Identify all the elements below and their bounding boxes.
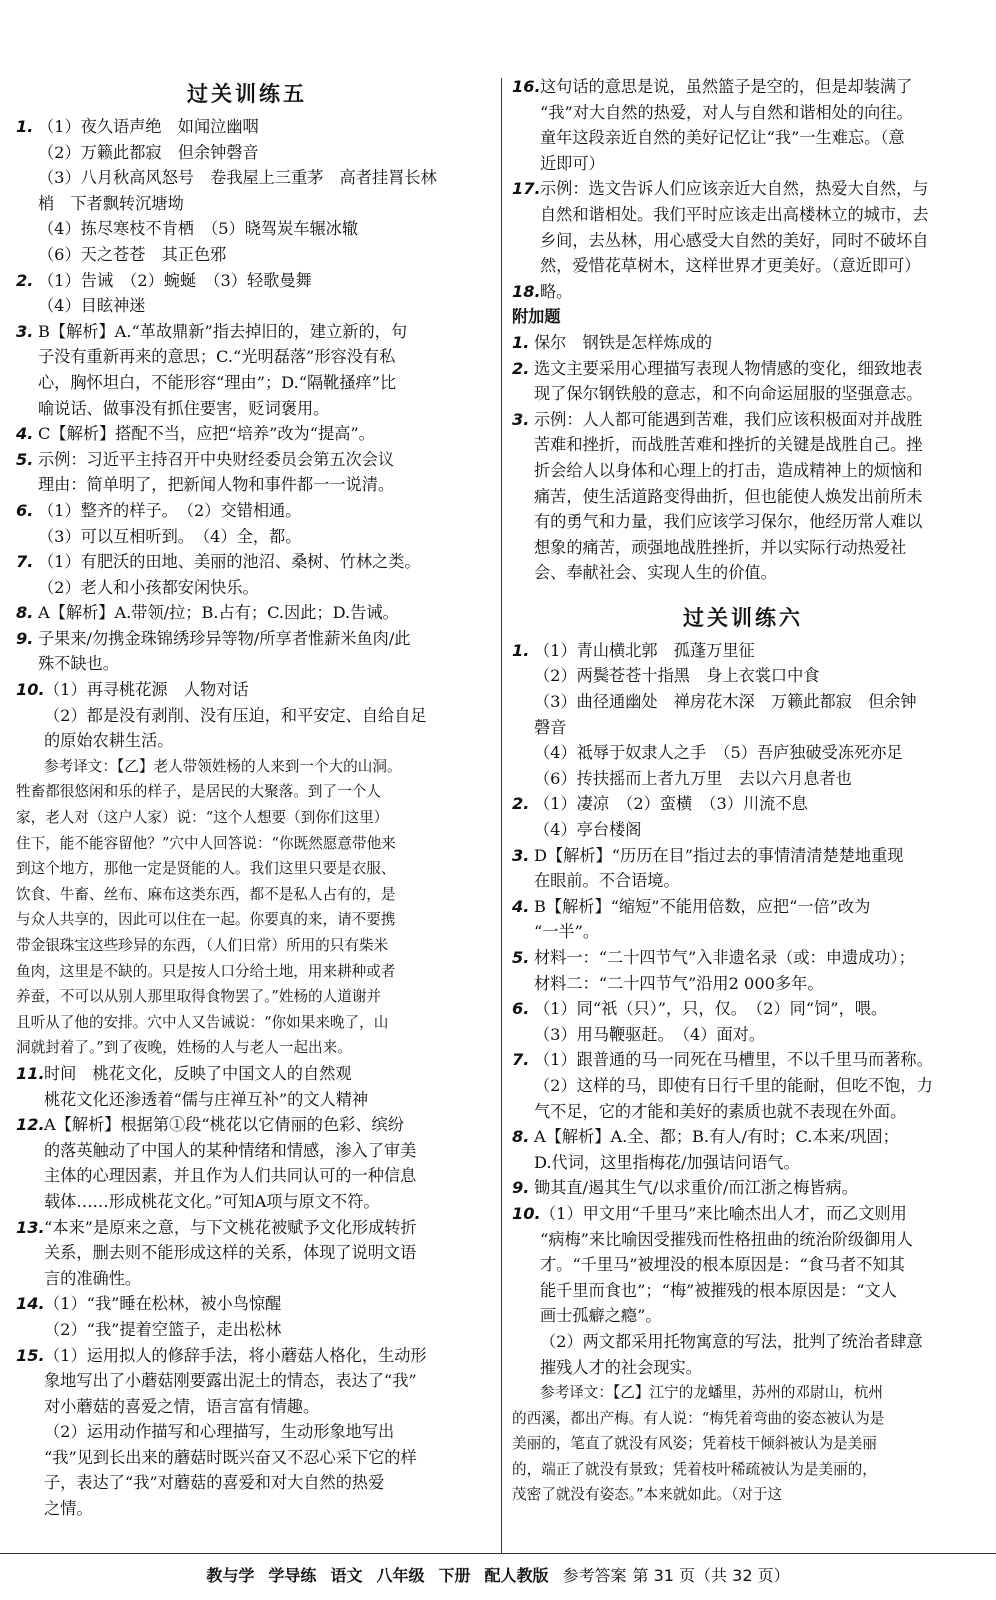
footer-edition: 配人教版 [484, 1565, 549, 1585]
answer-text: “我”见到长出来的蘑菇时既兴奋又不忍心采下它的样 [44, 1447, 417, 1467]
answer-line [16, 728, 478, 754]
answer-line [512, 407, 974, 433]
answer-text: （4）祗辱于奴隶人之手 （5）吾庐独破受冻死亦足 [534, 743, 903, 763]
left-column [16, 74, 478, 1522]
section-title-5: 过关训练五 [187, 82, 307, 106]
answer-text: B【解析】“缩短”不能用倍数，应把“一倍”改为 [534, 896, 871, 916]
answer-line [512, 791, 974, 817]
footer-subject: 语文 [330, 1565, 363, 1585]
answer-line [512, 1278, 974, 1304]
translation-text: 参考译文：【乙】老人带领姓杨的人来到一个大的山洞。 [44, 757, 402, 775]
answer-text: 示例：人人都可能遇到苦难，我们应该积极面对并战胜 [534, 409, 923, 429]
answer-text: （1）再寻桃花源 人物对话 [44, 680, 249, 700]
answer-text: （2）运用动作描写和心理描写，生动形象地写出 [44, 1422, 395, 1442]
answer-text: 选文主要采用心理描写表现人物情感的变化，细致地表 [534, 358, 923, 378]
answer-text: （3）可以互相听到。 （4）全，都。 [38, 526, 302, 546]
answer-text: （4）拣尽寒枝不肯栖 （5）晓驾炭车辗冰辙 [38, 219, 359, 239]
question-number: 4. [512, 896, 530, 916]
translation-text: 的西溪，都出产梅。有人说：“梅凭着弯曲的姿态被认为是 [512, 1409, 885, 1427]
answer-line [512, 304, 974, 330]
answer-text: 殊不缺也。 [38, 654, 119, 674]
answer-text: 之情。 [44, 1499, 93, 1519]
answer-line [16, 472, 478, 498]
translation-text: 参考译文：【乙】江宁的龙蟠里，苏州的邓尉山，杭州 [540, 1384, 883, 1402]
answer-line [512, 1252, 974, 1278]
question-number: 7. [16, 552, 34, 572]
answer-line [16, 779, 478, 805]
question-number: 3. [16, 321, 34, 341]
answer-line [16, 1291, 478, 1317]
answer-line [16, 216, 478, 242]
answer-line [512, 1022, 974, 1048]
question-number: 1. [512, 640, 530, 660]
left-answer-list [16, 114, 478, 1522]
answer-text: 喻说话、做事没有抓住要害，贬词褒用。 [38, 398, 330, 418]
answer-line [16, 242, 478, 268]
answer-line [16, 1445, 478, 1471]
answer-text: （1）青山横北郭 孤蓬万里征 [534, 640, 755, 660]
answer-line [16, 1240, 478, 1266]
answer-text: 气不足，它的才能和美好的素质也就不表现在外面。 [534, 1101, 907, 1121]
answer-line [512, 715, 974, 741]
question-number: 2. [512, 358, 530, 378]
answer-line [512, 381, 974, 407]
translation-text: 养蚕，不可以从别人那里取得食物罢了。”姓杨的人道谢并 [16, 988, 382, 1006]
answer-text: （6）天之苍苍 其正色邪 [38, 244, 227, 264]
answer-text: 心，胸怀坦白，不能形容“理由”；D.“隔靴搔痒”比 [38, 372, 397, 392]
answer-text: 锄其直/遏其生气/以求重价/而江浙之梅皆病。 [534, 1178, 858, 1198]
answer-text: 子果来/勿携金珠锦绣珍异等物/所享者惟薪米鱼肉/此 [38, 628, 411, 648]
answer-line [16, 882, 478, 908]
answer-text: （2）万籁此都寂 但余钟磬音 [38, 142, 259, 162]
translation-text: 饮食、牛畜、丝布、麻布这类东西，都不是私人占有的，是 [16, 885, 396, 903]
answer-line [512, 1406, 974, 1432]
answer-line [512, 202, 974, 228]
answer-line [16, 421, 478, 447]
answer-text: 有的勇气和力量，我们应该学习保尔，他经历常人难以 [534, 512, 923, 532]
translation-text: 到这个地方，那他一定是贤能的人。我们这里只要是衣服、 [16, 860, 396, 878]
answer-text: 载体……形成桃花文化。”可知A项与原文不符。 [44, 1191, 380, 1211]
answer-line [512, 458, 974, 484]
answer-text: 画士孤癖之瘾”。 [540, 1306, 662, 1326]
question-number: 15. [16, 1345, 45, 1365]
translation-text: 与众人共享的，因此可以住在一起。你要真的来，请不要携 [16, 911, 396, 929]
answer-text: （4）亭台楼阁 [534, 820, 642, 840]
answer-line [16, 165, 478, 191]
answer-text: （2）两鬓苍苍十指黑 身上衣裳口中食 [534, 666, 820, 686]
answer-line [512, 330, 974, 356]
footer-grade: 八年级 [376, 1565, 425, 1585]
answer-line [512, 1124, 974, 1150]
answer-line [512, 1303, 974, 1329]
answer-text: （1）夜久语声绝 如闻泣幽咽 [38, 117, 259, 136]
question-number: 5. [16, 449, 34, 469]
answer-line [16, 140, 478, 166]
translation-text: 的，端正了就没有景致；凭着枝叶稀疏被认为是美丽的， [512, 1460, 877, 1478]
answer-line [16, 856, 478, 882]
answer-text: 子，表达了“我”对蘑菇的喜爱和对大自然的热爱 [44, 1473, 385, 1493]
page-footer [0, 1553, 996, 1594]
answer-text: “病梅”来比喻因受摧残而性格扭曲的统治阶级御用人 [540, 1229, 913, 1249]
answer-line [512, 1380, 974, 1406]
answer-text: 的原始农耕生活。 [44, 731, 174, 751]
answer-text: 略。 [540, 281, 573, 301]
answer-line [16, 626, 478, 652]
question-number: 16. [512, 77, 541, 96]
answer-text: “我”对大自然的热爱，对人与自然和谐相处的向往。 [540, 102, 913, 122]
answer-line [16, 600, 478, 626]
question-number: 17. [512, 179, 541, 199]
answer-line [16, 984, 478, 1010]
answer-line [16, 1061, 478, 1087]
answer-line [512, 1201, 974, 1227]
answer-line [512, 560, 974, 586]
question-number: 6. [512, 999, 530, 1019]
translation-text: 且听从了他的安排。穴中人又告诫说：“你如果来晚了，山 [16, 1013, 389, 1031]
answer-line [16, 1368, 478, 1394]
question-number: 9. [512, 1178, 530, 1198]
answer-line [512, 1431, 974, 1457]
answer-line [512, 176, 974, 202]
answer-line [16, 1163, 478, 1189]
answer-line [16, 1266, 478, 1292]
answer-line [512, 1329, 974, 1355]
subsection-heading: 附加题 [512, 307, 561, 327]
translation-text: 牲畜都很悠闲和乐的样子，是居民的大聚落。到了一个人 [16, 783, 381, 801]
answer-text: 关系，删去则不能形成这样的关系，体现了说明文语 [44, 1243, 417, 1263]
answer-text: 子没有重新再来的意思；C.“光明磊落”形容没有私 [38, 347, 396, 367]
answer-text: 想象的痛苦，顽强地战胜挫折，并以实际行动热爱社 [534, 537, 907, 557]
answer-line [16, 1189, 478, 1215]
answer-text: A【解析】A.全、都；B.有人/有时；C.本来/巩固； [534, 1127, 899, 1147]
answer-line [512, 1150, 974, 1176]
answer-text: （2）这样的马，即使有日行千里的能耐，但吃不饱，力 [534, 1075, 933, 1095]
answer-text: 在眼前。不合语境。 [534, 871, 680, 891]
answer-line [16, 754, 478, 780]
answer-line [16, 498, 478, 524]
answer-text: 童年这段亲近自然的美好记忆让“我”一生难忘。（意 [540, 128, 905, 148]
answer-line [512, 817, 974, 843]
answer-line [512, 151, 974, 177]
answer-text: （1）凄凉 （2）蛮横 （3）川流不息 [534, 794, 808, 814]
answer-text: “本来”是原来之意，与下文桃花被赋予文化形成转折 [44, 1217, 417, 1237]
answer-text: 示例：选文告诉人们应该亲近大自然，热爱大自然，与 [540, 179, 929, 199]
answer-line [512, 484, 974, 510]
answer-line [16, 268, 478, 294]
answer-line [512, 843, 974, 869]
question-number: 2. [512, 794, 530, 814]
answer-text: 会、奉献社会、实现人生的价值。 [534, 563, 777, 583]
answer-text: （1）告诫 （2）蜿蜒 （3）轻歌曼舞 [38, 270, 312, 290]
footer-volume: 下册 [438, 1565, 471, 1585]
answer-line [16, 805, 478, 831]
answer-line [16, 703, 478, 729]
right-column [512, 74, 974, 1508]
answer-line [16, 319, 478, 345]
answer-line [512, 868, 974, 894]
question-number: 10. [512, 1203, 541, 1223]
question-number: 3. [512, 845, 530, 865]
column-divider [501, 78, 502, 1554]
answer-line [512, 279, 974, 305]
translation-text: 美丽的，笔直了就没有风姿；凭着枝干倾斜被认为是美丽 [512, 1435, 877, 1453]
answer-text: （1）运用拟人的修辞手法，将小蘑菇人格化，生动形 [44, 1345, 427, 1365]
answer-text: 能千里而食也”；“梅”被摧残的根本原因是：“文人 [540, 1280, 897, 1300]
question-number: 12. [16, 1115, 45, 1135]
answer-text: （3）八月秋高风怒号 卷我屋上三重茅 高者挂罥长林 [38, 168, 437, 188]
answer-line [16, 831, 478, 857]
answer-text: （1）同“祇（只）”，只，仅。 （2）同“饲”，喂。 [534, 999, 888, 1019]
answer-line [16, 1419, 478, 1445]
question-number: 10. [16, 680, 45, 700]
answer-text: 材料一：“二十四节气”入非遗名录（或：申遗成功）； [534, 948, 915, 967]
answer-text: A【解析】A.带领/拉；B.占有；C.因此；D.告诫。 [38, 603, 399, 623]
answer-line [16, 907, 478, 933]
question-number: 3. [512, 409, 530, 429]
answer-text: （2）老人和小孩都安闲快乐。 [38, 577, 259, 597]
question-number: 9. [16, 628, 34, 648]
right-answer-list-b [512, 638, 974, 1508]
answer-text: 近即可） [540, 153, 605, 173]
answer-text: 言的准确性。 [44, 1268, 142, 1288]
right-answer-list-a [512, 74, 974, 586]
answer-line [16, 1496, 478, 1522]
answer-text: B【解析】A.“革故鼎新”指去掉旧的，建立新的，句 [38, 321, 408, 341]
answer-line [16, 933, 478, 959]
answer-text: 梢 下者飘转沉塘坳 [38, 193, 184, 213]
answer-line [512, 1047, 974, 1073]
answer-text: 这句话的意思是说，虽然篮子是空的，但是却装满了 [540, 77, 913, 96]
answer-text: C【解析】搭配不当，应把“培养”改为“提高”。 [38, 424, 375, 444]
answer-line [512, 1099, 974, 1125]
question-number: 8. [512, 1127, 530, 1147]
answer-line [16, 344, 478, 370]
answer-line [512, 996, 974, 1022]
answer-line [16, 191, 478, 217]
answer-line [16, 1394, 478, 1420]
question-number: 8. [16, 603, 34, 623]
answer-text: 自然和谐相处。我们平时应该走出高楼林立的城市，去 [540, 204, 929, 224]
answer-line [512, 663, 974, 689]
answer-line [512, 535, 974, 561]
answer-text: 理由：简单明了，把新闻人物和事件都一一说清。 [38, 475, 395, 495]
answer-line [16, 959, 478, 985]
answer-line [16, 549, 478, 575]
answer-line [512, 1457, 974, 1483]
answer-line [16, 447, 478, 473]
answer-text: 桃花文化还渗透着“儒与庄禅互补”的文人精神 [44, 1089, 369, 1109]
answer-text: （1）跟普通的马一同死在马槽里，不以千里马而著称。 [534, 1050, 933, 1070]
question-number: 5. [512, 948, 530, 967]
question-number: 6. [16, 500, 34, 520]
answer-text: 示例：习近平主持召开中央财经委员会第五次会议 [38, 449, 395, 469]
answer-text: 然，爱惜花草树木，这样世界才更美好。（意近即可） [540, 256, 921, 276]
answer-text: 主体的心理因素，并且作为人们共同认可的一种信息 [44, 1166, 417, 1186]
answer-line [512, 100, 974, 126]
answer-line [512, 253, 974, 279]
answer-text: 磬音 [534, 717, 567, 737]
answer-line [16, 1112, 478, 1138]
answer-line [512, 1227, 974, 1253]
answer-line [512, 1073, 974, 1099]
translation-text: 鱼肉，这里是不缺的。只是按人口分给土地，用来耕种或者 [16, 962, 396, 980]
answer-line [16, 1087, 478, 1113]
answer-line [16, 651, 478, 677]
footer-section: 参考答案 [562, 1565, 627, 1585]
answer-text: 乡间，去丛林，用心感受大自然的美好，同时不破坏自 [540, 230, 929, 250]
translation-text: 茂密了就没有姿态。”本来就如此。（对于这 [512, 1486, 783, 1504]
answer-line [16, 575, 478, 601]
answer-text: 痛苦，使生活道路变得曲折，但也能使人焕发出前所未 [534, 486, 923, 506]
answer-text: （4）目眩神迷 [38, 296, 146, 316]
answer-text: 的落英触动了中国人的某种情绪和情感，渗入了审美 [44, 1140, 417, 1160]
question-number: 13. [16, 1217, 45, 1237]
answer-line [16, 1470, 478, 1496]
question-number: 7. [512, 1050, 530, 1070]
question-number: 18. [512, 281, 541, 301]
section-title-6: 过关训练六 [683, 605, 803, 630]
translation-text: 家，老人对（这户人家）说：“这个人想要（到你们这里） [16, 809, 389, 827]
answer-text: 对小蘑菇的喜爱之情，语言富有情趣。 [44, 1396, 320, 1416]
answer-line [512, 919, 974, 945]
answer-text: （2）两文都采用托物寓意的写法，批判了统治者肆意 [540, 1331, 923, 1351]
answer-line [16, 677, 478, 703]
answer-line [512, 766, 974, 792]
answer-line [512, 1355, 974, 1381]
answer-text: “一半”。 [534, 922, 600, 942]
answer-text: D【解析】“历历在目”指过去的事情清清楚楚地重现 [534, 845, 904, 865]
answer-text: 现了保尔钢铁般的意志，和不向命运屈服的坚强意志。 [534, 384, 923, 404]
answer-text: （1）有肥沃的田地、美丽的池沼、桑树、竹林之类。 [38, 552, 421, 572]
translation-text: 住下，能不能容留他？”穴中人回答说：“你既然愿意带他来 [16, 834, 396, 852]
answer-line [16, 1343, 478, 1369]
answer-line [16, 1317, 478, 1343]
answer-text: D.代词，这里指梅花/加强诘问语气。 [534, 1152, 800, 1172]
answer-text: （2）都是没有剥削、没有压迫，和平安定、自给自足 [44, 705, 427, 725]
answer-line [512, 356, 974, 382]
footer-page-number: 第 31 页（共 32 页） [632, 1565, 790, 1585]
answer-line [16, 370, 478, 396]
question-number: 11. [16, 1063, 45, 1083]
answer-text: 折会给人以身体和心理上的打击，造成精神上的烦恼和 [534, 460, 923, 480]
translation-text: 带金银珠宝这些珍异的东西，（人们日常）所用的只有柴米 [16, 937, 389, 954]
answer-line [512, 894, 974, 920]
translation-text: 洞就封着了。”到了夜晚，姓杨的人与老人一起出来。 [16, 1039, 352, 1057]
answer-text: 保尔 钢铁是怎样炼成的 [534, 332, 713, 352]
answer-line [512, 228, 974, 254]
answer-text: 时间 桃花文化，反映了中国文人的自然观 [44, 1063, 352, 1083]
answer-line [16, 1035, 478, 1061]
answer-text: （1）整齐的样子。 （2）交错相通。 [38, 500, 302, 520]
answer-text: （1）甲文用“千里马”来比喻杰出人才，而乙文则用 [540, 1203, 907, 1223]
answer-text: A【解析】根据第①段“桃花以它倩丽的色彩、缤纷 [44, 1115, 404, 1135]
answer-line [512, 74, 974, 100]
answer-line [16, 293, 478, 319]
answer-line [512, 1175, 974, 1201]
answer-text: 摧残人才的社会现实。 [540, 1357, 702, 1377]
answer-line [512, 1482, 974, 1508]
answer-text: 才。“千里马”被埋没的根本原因是：“食马者不知其 [540, 1255, 905, 1275]
answer-line [512, 689, 974, 715]
answer-text: （6）抟扶摇而上者九万里 去以六月息者也 [534, 768, 852, 788]
answer-text: （1）“我”睡在松林，被小鸟惊醒 [44, 1294, 282, 1314]
answer-line [16, 396, 478, 422]
footer-series: 教与学 [206, 1565, 255, 1585]
question-number: 1. [512, 332, 530, 352]
answer-line [16, 524, 478, 550]
answer-text: 材料二：“二十四节气”沿用2 000多年。 [534, 973, 824, 993]
question-number: 1. [16, 117, 34, 136]
answer-text: （2）“我”提着空篮子，走出松林 [44, 1319, 282, 1339]
answer-line [512, 638, 974, 664]
answer-line [16, 1138, 478, 1164]
answer-line [512, 740, 974, 766]
answer-line [512, 945, 974, 971]
answer-line [16, 1215, 478, 1241]
footer-subtitle: 学导练 [268, 1565, 317, 1585]
question-number: 14. [16, 1294, 45, 1314]
answer-line [512, 432, 974, 458]
answer-line [512, 971, 974, 997]
answer-text: （3）曲径通幽处 禅房花木深 万籁此都寂 但余钟 [534, 692, 917, 712]
answer-line [16, 114, 478, 140]
answer-line [512, 125, 974, 151]
answer-line [512, 509, 974, 535]
question-number: 2. [16, 270, 34, 290]
answer-text: 苦难和挫折，而战胜苦难和挫折的关键是战胜自己。挫 [534, 435, 923, 455]
answer-line [16, 1010, 478, 1036]
answer-text: 象地写出了小蘑菇刚要露出泥土的情态，表达了“我” [44, 1371, 417, 1391]
answer-text: （3）用马鞭驱赶。 （4）面对。 [534, 1024, 766, 1044]
question-number: 4. [16, 424, 34, 444]
